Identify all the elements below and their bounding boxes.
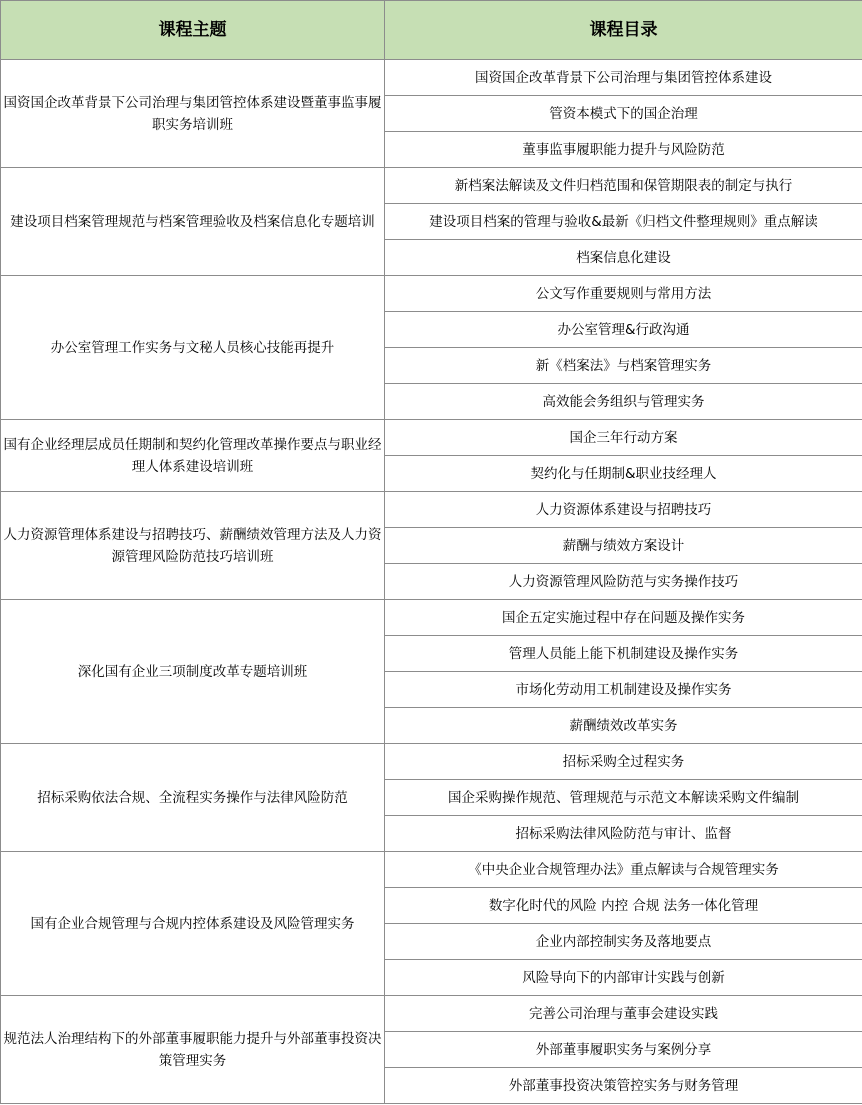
course-topic: 办公室管理工作实务与文秘人员核心技能再提升 (1, 276, 385, 420)
table-row (1, 600, 862, 636)
table-body (1, 60, 862, 1104)
course-catalog-item: 企业内部控制实务及落地要点 (385, 924, 862, 960)
course-catalog-item: 招标采购法律风险防范与审计、监督 (385, 816, 862, 852)
course-topic: 人力资源管理体系建设与招聘技巧、薪酬绩效管理方法及人力资源管理风险防范技巧培训班 (1, 492, 385, 600)
course-catalog-item: 档案信息化建设 (385, 240, 862, 276)
course-catalog-item: 新《档案法》与档案管理实务 (385, 348, 862, 384)
course-catalog-item: 人力资源管理风险防范与实务操作技巧 (385, 564, 862, 600)
course-catalog-item: 高效能会务组织与管理实务 (385, 384, 862, 420)
table-row (1, 420, 862, 456)
course-catalog-item: 国企五定实施过程中存在问题及操作实务 (385, 600, 862, 636)
course-catalog-item: 薪酬与绩效方案设计 (385, 528, 862, 564)
course-catalog-item: 外部董事履职实务与案例分享 (385, 1032, 862, 1068)
course-catalog-item: 人力资源体系建设与招聘技巧 (385, 492, 862, 528)
course-catalog-item: 薪酬绩效改革实务 (385, 708, 862, 744)
course-catalog-item: 《中央企业合规管理办法》重点解读与合规管理实务 (385, 852, 862, 888)
course-topic: 深化国有企业三项制度改革专题培训班 (1, 600, 385, 744)
course-catalog-item: 契约化与任期制&职业技经理人 (385, 456, 862, 492)
course-topic: 国资国企改革背景下公司治理与集团管控体系建设暨董事监事履职实务培训班 (1, 60, 385, 168)
course-catalog-item: 办公室管理&行政沟通 (385, 312, 862, 348)
course-catalog-item: 建设项目档案的管理与验收&最新《归档文件整理规则》重点解读 (385, 204, 862, 240)
course-topic: 招标采购依法合规、全流程实务操作与法律风险防范 (1, 744, 385, 852)
table-row (1, 744, 862, 780)
course-topic: 规范法人治理结构下的外部董事履职能力提升与外部董事投资决策管理实务 (1, 996, 385, 1104)
course-catalog-item: 国资国企改革背景下公司治理与集团管控体系建设 (385, 60, 862, 96)
course-topic: 国有企业经理层成员任期制和契约化管理改革操作要点与职业经理人体系建设培训班 (1, 420, 385, 492)
course-catalog-item: 国企三年行动方案 (385, 420, 862, 456)
header-topic: 课程主题 (1, 1, 385, 60)
course-topic: 国有企业合规管理与合规内控体系建设及风险管理实务 (1, 852, 385, 996)
course-catalog-item: 完善公司治理与董事会建设实践 (385, 996, 862, 1032)
table-row (1, 996, 862, 1032)
course-catalog-item: 数字化时代的风险 内控 合规 法务一体化管理 (385, 888, 862, 924)
course-topic: 建设项目档案管理规范与档案管理验收及档案信息化专题培训 (1, 168, 385, 276)
header-catalog: 课程目录 (385, 1, 862, 60)
course-catalog-item: 管资本模式下的国企治理 (385, 96, 862, 132)
table-row (1, 168, 862, 204)
table-row (1, 276, 862, 312)
course-catalog-item: 公文写作重要规则与常用方法 (385, 276, 862, 312)
table-row (1, 492, 862, 528)
table-row (1, 60, 862, 96)
course-catalog-item: 市场化劳动用工机制建设及操作实务 (385, 672, 862, 708)
course-catalog-item: 国企采购操作规范、管理规范与示范文本解读采购文件编制 (385, 780, 862, 816)
course-catalog-item: 外部董事投资决策管控实务与财务管理 (385, 1068, 862, 1104)
course-catalog-item: 风险导向下的内部审计实践与创新 (385, 960, 862, 996)
course-catalog-item: 新档案法解读及文件归档范围和保管期限表的制定与执行 (385, 168, 862, 204)
header-row (1, 1, 862, 60)
course-catalog-item: 招标采购全过程实务 (385, 744, 862, 780)
table-row (1, 852, 862, 888)
course-catalog-item: 管理人员能上能下机制建设及操作实务 (385, 636, 862, 672)
course-catalog-item: 董事监事履职能力提升与风险防范 (385, 132, 862, 168)
